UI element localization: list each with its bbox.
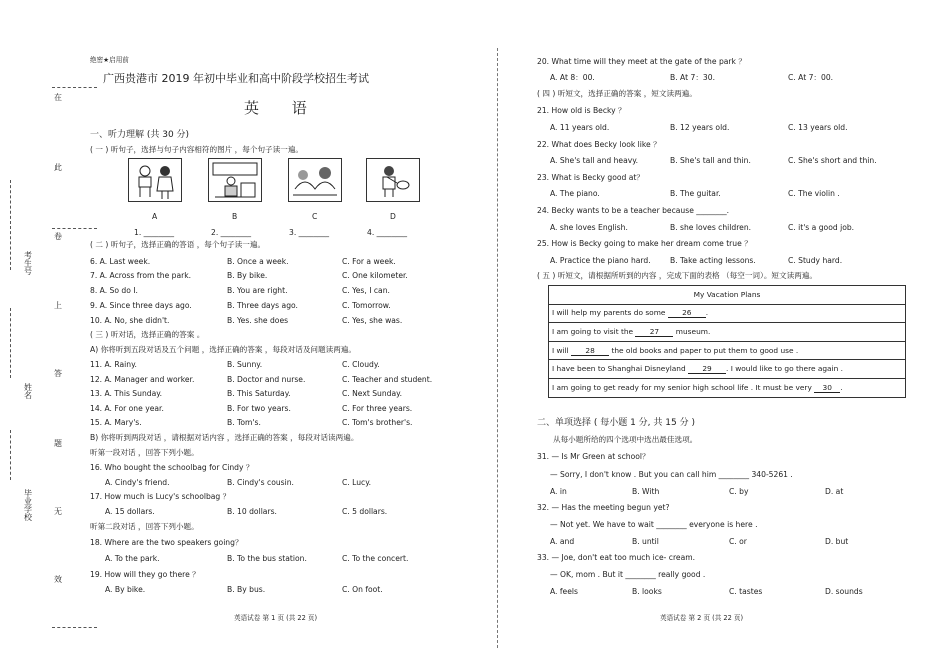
seal-char: 在 — [54, 93, 62, 102]
question-option: C. Next Sunday. — [342, 389, 402, 398]
question-option: A. Practice the piano hard. — [550, 256, 651, 265]
question-option: 11. A. Rainy. — [90, 360, 137, 369]
picture-d — [366, 158, 420, 202]
question-option: C. Tomorrow. — [342, 301, 391, 310]
margin-dashed-line — [52, 228, 97, 229]
playing-guitar-icon — [367, 159, 419, 201]
question-option: B. To the bus station. — [227, 554, 307, 563]
section-instruction: ( 四 ) 听短文，选择正确的答案 ，短文读两遍。 — [537, 89, 697, 98]
field-school: 毕 业 学 校 — [24, 489, 32, 522]
question-option: D. at — [825, 487, 844, 496]
question-option: B. Tom's. — [227, 418, 261, 427]
question-text: 22. What does Becky look like ？ — [537, 140, 661, 149]
answer-blank[interactable]: 26 — [668, 308, 706, 318]
question-option: C. by — [729, 487, 749, 496]
question-option: A. 11 years old. — [550, 123, 610, 132]
picture-a — [128, 158, 182, 202]
question-text: 23. What is Becky good at？ — [537, 173, 644, 182]
question-text: 32. — Has the meeting begun yet? — [537, 503, 670, 512]
row-text: . — [840, 382, 843, 392]
row-text: I am going to get ready for my senior high school life . It must be very — [552, 382, 812, 392]
outdoor-scene-icon — [289, 159, 341, 201]
question-option: 14. A. For one year. — [90, 404, 164, 413]
question-option: B. The guitar. — [670, 189, 721, 198]
question-text: 20. What time will they meet at the gate of the park ？ — [537, 57, 746, 66]
question-text: 25. How is Becky going to make her dream come true ？ — [537, 239, 752, 248]
question-option: A. feels — [550, 587, 578, 596]
margin-dashed-line — [52, 627, 97, 628]
row-text: I have been to Shanghai Disneyland — [552, 364, 686, 374]
question-option: A. in — [550, 487, 567, 496]
question-text: 18. Where are the two speakers going？ — [90, 538, 243, 547]
question-option: C. On foot. — [342, 585, 383, 594]
field-line — [10, 180, 19, 270]
picture-label: C — [312, 212, 318, 221]
question-option: A. The piano. — [550, 189, 600, 198]
question-option: 13. A. This Sunday. — [90, 389, 163, 398]
section-instruction: ( 三 ) 听对话，选择正确的答案 。 — [90, 330, 205, 339]
kitchen-scene-icon — [209, 159, 261, 201]
question-option: B. Yes. she does — [227, 316, 289, 325]
question-option: C. it's a good job. — [788, 223, 855, 232]
section-instruction: ( 二 ) 听句子，选择正确的答语 ，每个句子读一遍。 — [90, 240, 266, 249]
question-option: C. For a week. — [342, 257, 396, 266]
picture-label: A — [152, 212, 158, 221]
vacation-plans-table — [548, 285, 906, 398]
question-option: C. Tom's brother's. — [342, 418, 413, 427]
answer-blank[interactable]: 1. ________ — [134, 228, 175, 237]
seal-char: 效 — [54, 575, 62, 584]
row-text: the old books and paper to put them to good use . — [611, 345, 799, 355]
question-option: B. By bike. — [227, 271, 268, 280]
seal-char: 卷 — [54, 232, 62, 241]
question-text: 31. — Is Mr Green at school？ — [537, 452, 650, 461]
section-instruction: ( 一 ) 听句子，选择与句子内容相符的图片 ，每个句子读一遍。 — [90, 145, 304, 154]
question-option: 9. A. Since three days ago. — [90, 301, 192, 310]
answer-blank[interactable]: 28 — [571, 346, 609, 356]
question-option: B. looks — [632, 587, 662, 596]
table-row — [549, 304, 906, 323]
question-option: C. Cloudy. — [342, 360, 380, 369]
question-option: 7. A. Across from the park. — [90, 271, 192, 280]
question-option: C. Study hard. — [788, 256, 843, 265]
question-option: D. but — [825, 537, 849, 546]
question-text: 21. How old is Becky ？ — [537, 106, 626, 115]
question-option: C. For three years. — [342, 404, 413, 413]
question-option: C. tastes — [729, 587, 763, 596]
question-option: B. Take acting lessons. — [670, 256, 756, 265]
page-footer: 英语试卷 第 1 页 (共 22 页) — [234, 614, 318, 622]
table-row — [549, 323, 906, 342]
picture-label: D — [390, 212, 396, 221]
dialogue-instruction: 听第一段对话 ，回答下列小题。 — [90, 448, 199, 457]
question-option: A. To the park. — [105, 554, 160, 563]
row-text: museum. — [675, 326, 711, 336]
row-text: I will — [552, 345, 569, 355]
table-row — [549, 378, 906, 397]
question-option: B. With — [632, 487, 660, 496]
question-option: B. Once a week. — [227, 257, 289, 266]
question-option: 10. A. No, she didn't. — [90, 316, 170, 325]
page-divider — [497, 48, 498, 648]
seal-char: 上 — [54, 301, 62, 310]
seal-char: 无 — [54, 507, 62, 516]
question-option: B. 12 years old. — [670, 123, 730, 132]
question-option: C. Lucy. — [342, 478, 372, 487]
question-option: C. 5 dollars. — [342, 507, 388, 516]
row-text: . I would like to go there again . — [726, 364, 844, 374]
answer-blank[interactable]: 4. ________ — [367, 228, 408, 237]
table-row — [549, 360, 906, 379]
question-option: B. By bus. — [227, 585, 266, 594]
field-line — [10, 308, 19, 378]
picture-c — [288, 158, 342, 202]
question-option: 8. A. So do I. — [90, 286, 138, 295]
question-option: C. The violin . — [788, 189, 840, 198]
question-option: D. sounds — [825, 587, 863, 596]
picture-b — [208, 158, 262, 202]
secret-mark: 绝密★启用前 — [90, 56, 129, 64]
question-option: 15. A. Mary's. — [90, 418, 142, 427]
answer-blank[interactable]: 2. ________ — [211, 228, 252, 237]
answer-blank[interactable]: 3. ________ — [289, 228, 330, 237]
question-option: C. 13 years old. — [788, 123, 848, 132]
question-text: 19. How will they go there ？ — [90, 570, 200, 579]
field-line — [10, 430, 19, 480]
question-option: B. She's tall and thin. — [670, 156, 751, 165]
question-text: 24. Becky wants to be a teacher because ________. — [537, 206, 730, 215]
question-option: C. Teacher and student. — [342, 375, 433, 384]
question-option: A. 15 dollars. — [105, 507, 155, 516]
row-text: I will help my parents do some — [552, 308, 666, 318]
section-instruction: A) 你将听到五段对话及五个问题 ，选择正确的答案 ，每段对话及问题读两遍。 — [90, 345, 356, 354]
section-instruction: B) 你将听到两段对话 ，请根据对话内容 ，选择正确的答案 ，每段对话读两遍。 — [90, 433, 359, 442]
question-option: C. One kilometer. — [342, 271, 408, 280]
margin-dashed-line — [52, 87, 97, 88]
question-option: B. she loves children. — [670, 223, 752, 232]
question-text: — Not yet. We have to wait ________ everyone is here . — [550, 520, 758, 529]
question-option: B. 10 dollars. — [227, 507, 277, 516]
question-text: 17. How much is Lucy's schoolbag ？ — [90, 492, 231, 501]
question-option: B. until — [632, 537, 659, 546]
question-option: B. Sunny. — [227, 360, 263, 369]
question-option: B. For two years. — [227, 404, 291, 413]
question-option: B. This Saturday. — [227, 389, 291, 398]
question-option: A. and — [550, 537, 575, 546]
question-option: A. Cindy's friend. — [105, 478, 170, 487]
row-text: I am going to visit the — [552, 326, 634, 336]
question-option: B. Cindy's cousin. — [227, 478, 294, 487]
question-option: 12. A. Manager and worker. — [90, 375, 195, 384]
question-option: B. Doctor and nurse. — [227, 375, 306, 384]
question-option: C. or — [729, 537, 747, 546]
question-option: C. She's short and thin. — [788, 156, 877, 165]
table-row — [549, 341, 906, 360]
part1-heading: 一、听力理解 (共 30 分) — [90, 130, 190, 140]
table-title: My Vacation Plans — [549, 286, 906, 305]
section-instruction: ( 五 ) 听短文，请根据所听到的内容 ，完成下面的表格 （每空一词）。短文读两遍。 — [537, 271, 817, 280]
question-option: 6. A. Last week. — [90, 257, 151, 266]
field-name: 姓 名 — [24, 383, 32, 400]
question-option: A. She's tall and heavy. — [550, 156, 639, 165]
part2-heading: 二、单项选择 ( 每小题 1 分, 共 15 分 ) — [537, 418, 695, 428]
section-instruction: 从每小题所给的四个选项中选出最佳选项。 — [553, 435, 698, 444]
page-footer: 英语试卷 第 2 页 (共 22 页) — [660, 614, 744, 622]
answer-blank[interactable]: 29 — [688, 364, 726, 374]
question-option: C. Yes, I can. — [342, 286, 390, 295]
row-text: . — [705, 308, 709, 318]
subject-title: 英 语 — [244, 99, 321, 117]
seal-char: 题 — [54, 439, 62, 448]
question-option: C. At 7：00. — [788, 73, 834, 82]
field-candidate-number: 考 生 号 — [24, 251, 32, 276]
question-option: B. You are right. — [227, 286, 288, 295]
people-talking-icon — [129, 159, 181, 201]
seal-char: 此 — [54, 163, 62, 172]
question-text: 16. Who bought the schoolbag for Cindy ？ — [90, 463, 254, 472]
question-text: 33. — Joe, don't eat too much ice- cream. — [537, 553, 696, 562]
question-option: B. At 7：30. — [670, 73, 715, 82]
question-option: A. she loves English. — [550, 223, 628, 232]
question-option: B. Three days ago. — [227, 301, 298, 310]
answer-blank[interactable]: 27 — [635, 327, 673, 337]
question-option: C. Yes, she was. — [342, 316, 403, 325]
question-option: A. At 8：00. — [550, 73, 595, 82]
question-option: C. To the concert. — [342, 554, 409, 563]
exam-title: 广西贵港市 2019 年初中毕业和高中阶段学校招生考试 — [103, 72, 369, 85]
question-text: — Sorry, I don't know . But you can call him ________ 340-5261 . — [550, 470, 793, 479]
dialogue-instruction: 听第二段对话 ，回答下列小题。 — [90, 522, 199, 531]
question-text: — OK, mom . But it ________ really good . — [550, 570, 706, 579]
answer-blank[interactable]: 30 — [814, 383, 840, 393]
question-option: A. By bike. — [105, 585, 146, 594]
seal-char: 答 — [54, 369, 62, 378]
picture-label: B — [232, 212, 238, 221]
